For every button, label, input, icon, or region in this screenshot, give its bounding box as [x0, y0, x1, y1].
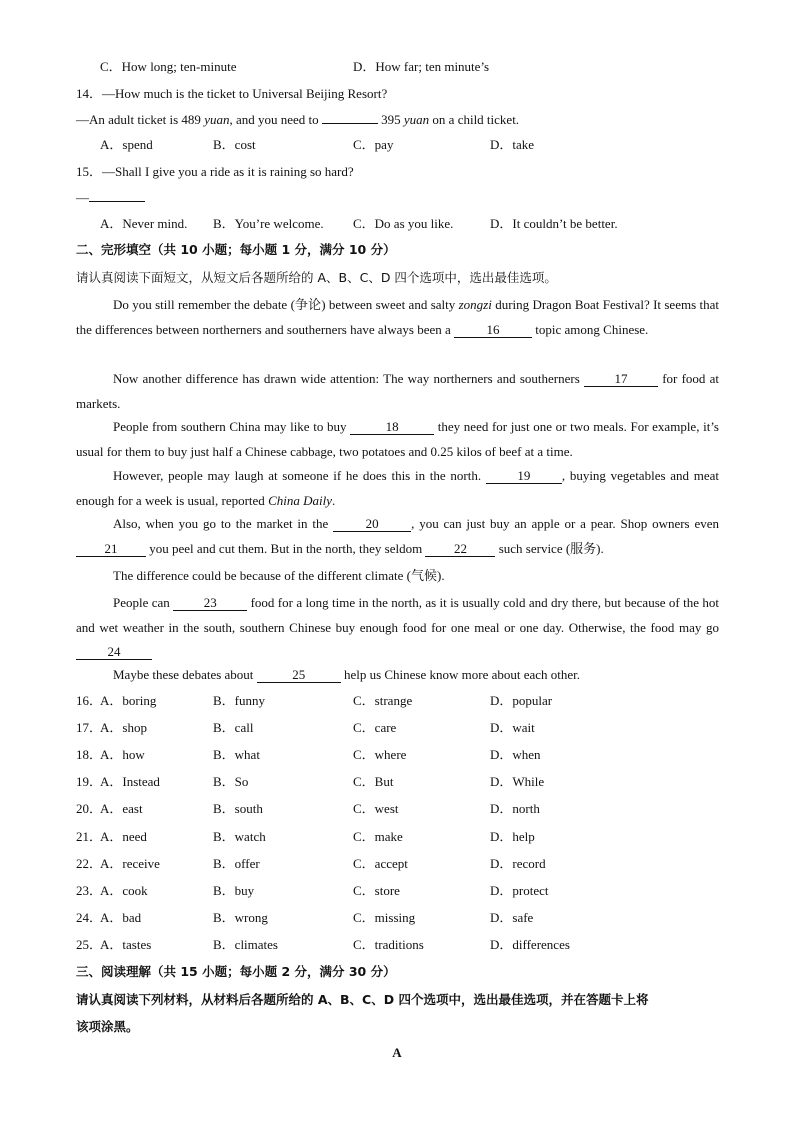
option-b[interactable]: B．watch — [213, 829, 266, 844]
option-d[interactable]: D．wait — [490, 720, 535, 735]
q14-answer-blank[interactable] — [322, 123, 378, 124]
option-a[interactable]: A．boring — [100, 693, 157, 708]
question-number: 25． — [76, 937, 103, 952]
q15-option-d: D．It couldn’t be better. — [490, 216, 618, 231]
blank-21[interactable]: 21 — [76, 542, 146, 557]
option-d[interactable]: D．While — [490, 774, 545, 789]
blank-24[interactable]: 24 — [76, 645, 152, 660]
option-a[interactable]: A．tastes — [100, 937, 152, 952]
q15-option-c: C．Do as you like. — [353, 216, 454, 231]
question-number: 19． — [76, 774, 103, 789]
section-2-instruction: 请认真阅读下面短文，从短文后各题所给的 A、B、C、D 四个选项中，选出最佳选项。 — [76, 270, 557, 285]
option-b[interactable]: B．funny — [213, 693, 266, 708]
option-row — [76, 829, 716, 845]
option-d[interactable]: D．safe — [490, 910, 534, 925]
option-c[interactable]: C．care — [353, 720, 397, 735]
option-row — [76, 747, 716, 763]
option-row — [76, 856, 716, 872]
blank-18[interactable]: 18 — [350, 420, 434, 435]
option-a[interactable]: A．shop — [100, 720, 147, 735]
q14-option-a: A．spend — [100, 137, 153, 152]
q14-stem: 14．—How much is the ticket to Universal Beijing Resort? — [76, 86, 388, 101]
question-number: 18． — [76, 747, 103, 762]
blank-19[interactable]: 19 — [486, 469, 562, 484]
question-number: 23． — [76, 883, 103, 898]
q14-option-d: D．take — [490, 137, 535, 152]
q14-option-c: C．pay — [353, 137, 394, 152]
option-c[interactable]: C．make — [353, 829, 403, 844]
option-row — [76, 910, 716, 926]
question-number: 17． — [76, 720, 103, 735]
passage-paragraph-3: People from southern China may like to buy 18 they need for just one or two meals. For example, it’s usual for them to buy just half a Chinese cabbage, two potatoes and 0.25 kilos of beef at a time. — [76, 419, 719, 459]
question-number: 24． — [76, 910, 103, 925]
passage-paragraph-4: However, people may laugh at someone if he does this in the north. 19 , buying vegetables and meat enough for a week is usual, reported China Daily. — [76, 468, 720, 508]
option-a[interactable]: A．bad — [100, 910, 142, 925]
option-d[interactable]: D．help — [490, 829, 535, 844]
question-number: 22． — [76, 856, 103, 871]
blank-20[interactable]: 20 — [333, 517, 411, 532]
section-3-instruction-line-1: 请认真阅读下列材料，从材料后各题所给的 A、B、C、D 四个选项中，选出最佳选项，并在答题卡上将 — [76, 992, 649, 1007]
option-a[interactable]: A．need — [100, 829, 147, 844]
option-row — [76, 720, 716, 736]
blank-25[interactable]: 25 — [257, 668, 341, 683]
option-a[interactable]: A．Instead — [100, 774, 160, 789]
option-d[interactable]: D．north — [490, 801, 540, 816]
passage-paragraph-6: The difference could be because of the different climate (气候). — [113, 568, 445, 583]
option-d[interactable]: D．popular — [490, 693, 553, 708]
option-d[interactable]: D．record — [490, 856, 546, 871]
option-a[interactable]: A．east — [100, 801, 143, 816]
question-number: 16． — [76, 693, 103, 708]
q15-stem: 15．—Shall I give you a ride as it is raining so hard? — [76, 164, 354, 179]
option-b[interactable]: B．what — [213, 747, 260, 762]
option-c[interactable]: C．traditions — [353, 937, 424, 952]
option-b[interactable]: B．south — [213, 801, 263, 816]
option-row — [76, 883, 716, 899]
passage-paragraph-1: Do you still remember the debate (争论) between sweet and salty zongzi during Dragon Boat Festival? It seems that the differences between northerners and southerners have always been a 16 topic among Chinese. — [76, 297, 720, 337]
option-row — [76, 774, 716, 790]
option-b[interactable]: B．So — [213, 774, 249, 789]
question-number: 21． — [76, 829, 103, 844]
option-c[interactable]: C．But — [353, 774, 394, 789]
option-a[interactable]: A．cook — [100, 883, 148, 898]
option-a[interactable]: A．how — [100, 747, 145, 762]
section-2-title: 二、完形填空（共 10 小题；每小题 1 分，满分 10 分） — [76, 242, 396, 257]
reading-part-label: A — [392, 1045, 402, 1060]
q14-reply: —An adult ticket is 489 yuan, and you need to 395 yuan on a child ticket. — [76, 112, 520, 127]
q15-answer-blank[interactable] — [89, 201, 145, 202]
passage-paragraph-7: People can 23 food for a long time in the north, as it is usually cold and dry there, but because of the hot and wet weather in the south, southern Chinese buy enough food for one meal or one day. Otherwise, the food may go 24 — [76, 595, 719, 659]
blank-17[interactable]: 17 — [584, 372, 658, 387]
option-c[interactable]: C．west — [353, 801, 399, 816]
option-d[interactable]: D．protect — [490, 883, 549, 898]
option-row — [76, 693, 716, 709]
blank-23[interactable]: 23 — [173, 596, 247, 611]
q13-option-d: D．How far; ten minute’s — [353, 59, 490, 74]
option-b[interactable]: B．buy — [213, 883, 255, 898]
q13-option-c: C．How long; ten-minute — [100, 59, 237, 74]
section-3-title: 三、阅读理解（共 15 小题；每小题 2 分，满分 30 分） — [76, 964, 396, 979]
blank-16[interactable]: 16 — [454, 323, 532, 338]
blank-22[interactable]: 22 — [425, 542, 495, 557]
option-b[interactable]: B．offer — [213, 856, 260, 871]
option-c[interactable]: C．accept — [353, 856, 408, 871]
section-3-instruction-line-2: 该项涂黑。 — [76, 1019, 139, 1034]
passage-paragraph-8: Maybe these debates about 25 help us Chinese know more about each other. — [113, 667, 581, 682]
option-c[interactable]: C．missing — [353, 910, 416, 925]
q15-option-a: A．Never mind. — [100, 216, 188, 231]
q15-reply: — — [76, 190, 145, 206]
option-c[interactable]: C．where — [353, 747, 407, 762]
option-b[interactable]: B．wrong — [213, 910, 268, 925]
passage-paragraph-2: Now another difference has drawn wide attention: The way northerners and southerners 17 for food at markets. — [76, 371, 719, 411]
option-c[interactable]: C．strange — [353, 693, 413, 708]
passage-paragraph-5: Also, when you go to the market in the 20 , you can just buy an apple or a pear. Shop owners even 21 you peel and cut them. But in the north, they seldom 22 such service (服务). — [76, 512, 719, 561]
q14-option-b: B．cost — [213, 137, 256, 152]
option-row — [76, 801, 716, 817]
q15-option-b: B．You’re welcome. — [213, 216, 324, 231]
option-d[interactable]: D．differences — [490, 937, 570, 952]
option-row — [76, 937, 716, 953]
option-d[interactable]: D．when — [490, 747, 541, 762]
question-number: 20． — [76, 801, 103, 816]
option-a[interactable]: A．receive — [100, 856, 160, 871]
option-b[interactable]: B．climates — [213, 937, 278, 952]
option-c[interactable]: C．store — [353, 883, 400, 898]
option-b[interactable]: B．call — [213, 720, 254, 735]
